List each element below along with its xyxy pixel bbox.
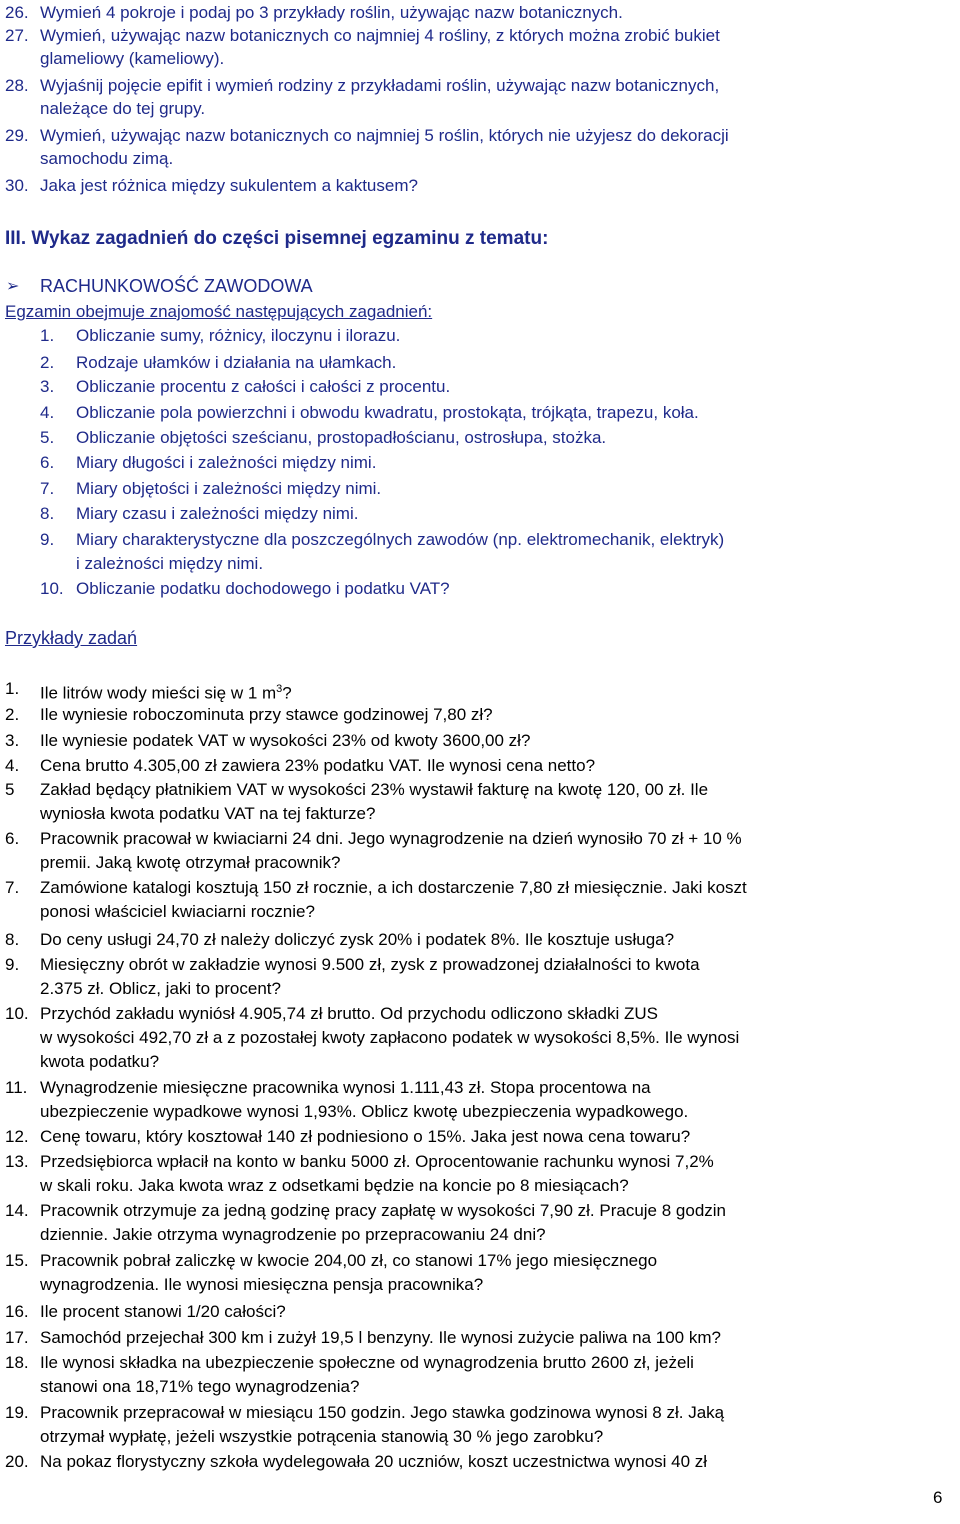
example-text: stanowi ona 18,71% tego wynagrodzenia?: [40, 1377, 360, 1396]
list-number: 18.: [5, 1353, 29, 1372]
example-text: Przedsiębiorca wpłacił na konto w banku 5000 zł. Oprocentowanie rachunku wynosi 7,2%: [40, 1152, 714, 1171]
bullet-arrow-icon: ➢: [6, 278, 20, 295]
list-number: 29.: [5, 126, 29, 145]
list-number: 9.: [5, 955, 20, 974]
list-number: 4.: [40, 403, 55, 422]
page-number: 6: [933, 1488, 943, 1507]
list-number: 17.: [5, 1328, 29, 1347]
list-text: Wymień, używając nazw botanicznych co najmniej 5 roślin, których nie użyjesz do dekoracji: [40, 126, 729, 145]
example-text: Miesięczny obrót w zakładzie wynosi 9.500 zł, zysk z prowadzonej działalności to kwota: [40, 955, 700, 974]
example-text: Pracownik otrzymuje za jedną godzinę pracy zapłatę w wysokości 7,90 zł. Pracuje 8 godzin: [40, 1201, 727, 1220]
list-number: 1.: [5, 679, 20, 698]
example-text: Cenę towaru, który kosztował 140 zł podniesiono o 15%. Jaka jest nowa cena towaru?: [40, 1127, 691, 1146]
list-number: 7.: [5, 878, 20, 897]
example-text: Samochód przejechał 300 km i zużył 19,5 l benzyny. Ile wynosi zużycie paliwa na 100 km?: [40, 1328, 721, 1347]
list-number: 30.: [5, 176, 29, 195]
list-number: 3.: [5, 731, 20, 750]
example-text: Do ceny usługi 24,70 zł należy doliczyć zysk 20% i podatek 8%. Ile kosztuje usługa?: [40, 930, 675, 949]
list-number: 14.: [5, 1201, 29, 1220]
example-text: Pracownik przepracował w miesiącu 150 godzin. Jego stawka godzinowa wynosi 8 zł. Jaką: [40, 1403, 725, 1422]
list-number: 8.: [40, 504, 55, 523]
example-text: otrzymał wypłatę, jeżeli wszystkie potrącenia stanowią 30 % jego zarobku?: [40, 1427, 604, 1446]
list-number: 26.: [5, 3, 29, 22]
example-text: kwota podatku?: [40, 1052, 160, 1071]
example-text: Ile wyniesie roboczominuta przy stawce godzinowej 7,80 zł?: [40, 705, 493, 724]
list-text: samochodu zimą.: [40, 149, 174, 168]
topic-title: RACHUNKOWOŚĆ ZAWODOWA: [40, 276, 313, 296]
superscript: 3: [276, 683, 283, 695]
example-text: Przychód zakładu wyniósł 4.905,74 zł brutto. Od przychodu odliczono składki ZUS: [40, 1004, 658, 1023]
example-text: Zakład będący płatnikiem VAT w wysokości 23% wystawił fakturę na kwotę 120, 00 zł. Ile: [40, 780, 709, 799]
list-text: Obliczanie sumy, różnicy, iloczynu i ilorazu.: [76, 326, 401, 345]
list-number: 6.: [40, 453, 55, 472]
list-number: 13.: [5, 1152, 29, 1171]
example-text: dziennie. Jakie otrzyma wynagrodzenie po przepracowaniu 24 dni?: [40, 1225, 546, 1244]
intro-text: Egzamin obejmuje znajomość następujących zagadnień:: [5, 302, 433, 321]
example-text: Ile wynosi składka na ubezpieczenie społeczne od wynagrodzenia brutto 2600 zł, jeżeli: [40, 1353, 694, 1372]
example-text: Ile wyniesie podatek VAT w wysokości 23% od kwoty 3600,00 zł?: [40, 731, 531, 750]
example-text-end: ?: [282, 683, 292, 703]
list-number: 27.: [5, 26, 29, 45]
list-text: Miary charakterystyczne dla poszczególnych zawodów (np. elektromechanik, elektryk): [76, 530, 725, 549]
list-number: 10.: [5, 1004, 29, 1023]
list-text: Obliczanie pola powierzchni i obwodu kwadratu, prostokąta, trójkąta, trapezu, koła.: [76, 403, 699, 422]
list-text: Obliczanie podatku dochodowego i podatku VAT?: [76, 579, 450, 598]
list-number: 2.: [40, 353, 55, 372]
example-text: wyniosła kwota podatku VAT na tej fakturze?: [40, 804, 376, 823]
example-text: 2.375 zł. Oblicz, jaki to procent?: [40, 979, 281, 998]
example-text: Pracownik pobrał zaliczkę w kwocie 204,00 zł, co stanowi 17% jego miesięcznego: [40, 1251, 658, 1270]
list-text: Wymień 4 pokroje i podaj po 3 przykłady roślin, używając nazw botanicznych.: [40, 3, 623, 22]
example-text: Wynagrodzenie miesięczne pracownika wynosi 1.111,43 zł. Stopa procentowa na: [40, 1078, 651, 1097]
example-text: w wysokości 492,70 zł a z pozostałej kwoty zapłacono podatek w wysokości 8,5%. Ile wynosi: [40, 1028, 740, 1047]
list-number: 2.: [5, 705, 20, 724]
example-text: Ile procent stanowi 1/20 całości?: [40, 1302, 286, 1321]
list-number: 7.: [40, 479, 55, 498]
example-text: w skali roku. Jaka kwota wraz z odsetkami będzie na koncie po 8 miesiącach?: [40, 1176, 629, 1195]
list-number: 12.: [5, 1127, 29, 1146]
examples-title: Przykłady zadań: [5, 628, 138, 648]
example-text: Na pokaz florystyczny szkoła wydelegowała 20 uczniów, koszt uczestnictwa wynosi 40 zł: [40, 1452, 708, 1471]
example-text-main: Ile litrów wody mieści się w 1 m: [40, 683, 277, 703]
list-number: 3.: [40, 377, 55, 396]
list-text: Miary czasu i zależności między nimi.: [76, 504, 359, 523]
section-title: III. Wykaz zagadnień do części pisemnej egzaminu z tematu:: [5, 228, 549, 249]
list-number: 28.: [5, 76, 29, 95]
example-text: ubezpieczenie wypadkowe wynosi 1,93%. Oblicz kwotę ubezpieczenia wypadkowego.: [40, 1102, 689, 1121]
list-text: Obliczanie objętości sześcianu, prostopadłościanu, ostrosłupa, stożka.: [76, 428, 607, 447]
example-text: Cena brutto 4.305,00 zł zawiera 23% podatku VAT. Ile wynosi cena netto?: [40, 756, 596, 775]
list-number: 5.: [40, 428, 55, 447]
list-number: 6.: [5, 829, 20, 848]
list-number: 1.: [40, 326, 55, 345]
list-number: 8.: [5, 930, 20, 949]
example-text: Pracownik pracował w kwiaciarni 24 dni. Jego wynagrodzenie na dzień wynosiło 70 zł + 10 %: [40, 829, 742, 848]
list-number: 10.: [40, 579, 64, 598]
example-text: premii. Jaką kwotę otrzymał pracownik?: [40, 853, 341, 872]
list-text: i zależności między nimi.: [76, 554, 264, 573]
list-text: glameliowy (kameliowy).: [40, 49, 225, 68]
list-number: 16.: [5, 1302, 29, 1321]
list-text: Wymień, używając nazw botanicznych co najmniej 4 rośliny, z których można zrobić bukiet: [40, 26, 720, 45]
list-text: Miary objętości i zależności między nimi.: [76, 479, 382, 498]
example-text: Zamówione katalogi kosztują 150 zł rocznie, a ich dostarczenie 7,80 zł miesięcznie. Jaki koszt: [40, 878, 747, 897]
list-number: 11.: [5, 1078, 28, 1097]
list-number: 4.: [5, 756, 20, 775]
list-number: 19.: [5, 1403, 29, 1422]
list-text: należące do tej grupy.: [40, 99, 206, 118]
list-number: 15.: [5, 1251, 29, 1270]
example-text: wynagrodzenia. Ile wynosi miesięczna pensja pracownika?: [40, 1275, 484, 1294]
list-number: 20.: [5, 1452, 29, 1471]
example-text: [40, 678, 292, 705]
list-text: Wyjaśnij pojęcie epifit i wymień rodziny z przykładami roślin, używając nazw botanicznych,: [40, 76, 720, 95]
list-number: 9.: [40, 530, 55, 549]
list-number: 5: [5, 780, 15, 799]
list-text: Miary długości i zależności między nimi.: [76, 453, 377, 472]
list-text: Rodzaje ułamków i działania na ułamkach.: [76, 353, 397, 372]
example-text: ponosi właściciel kwiaciarni rocznie?: [40, 902, 315, 921]
list-text: Jaka jest różnica między sukulentem a kaktusem?: [40, 176, 418, 195]
list-text: Obliczanie procentu z całości i całości z procentu.: [76, 377, 451, 396]
